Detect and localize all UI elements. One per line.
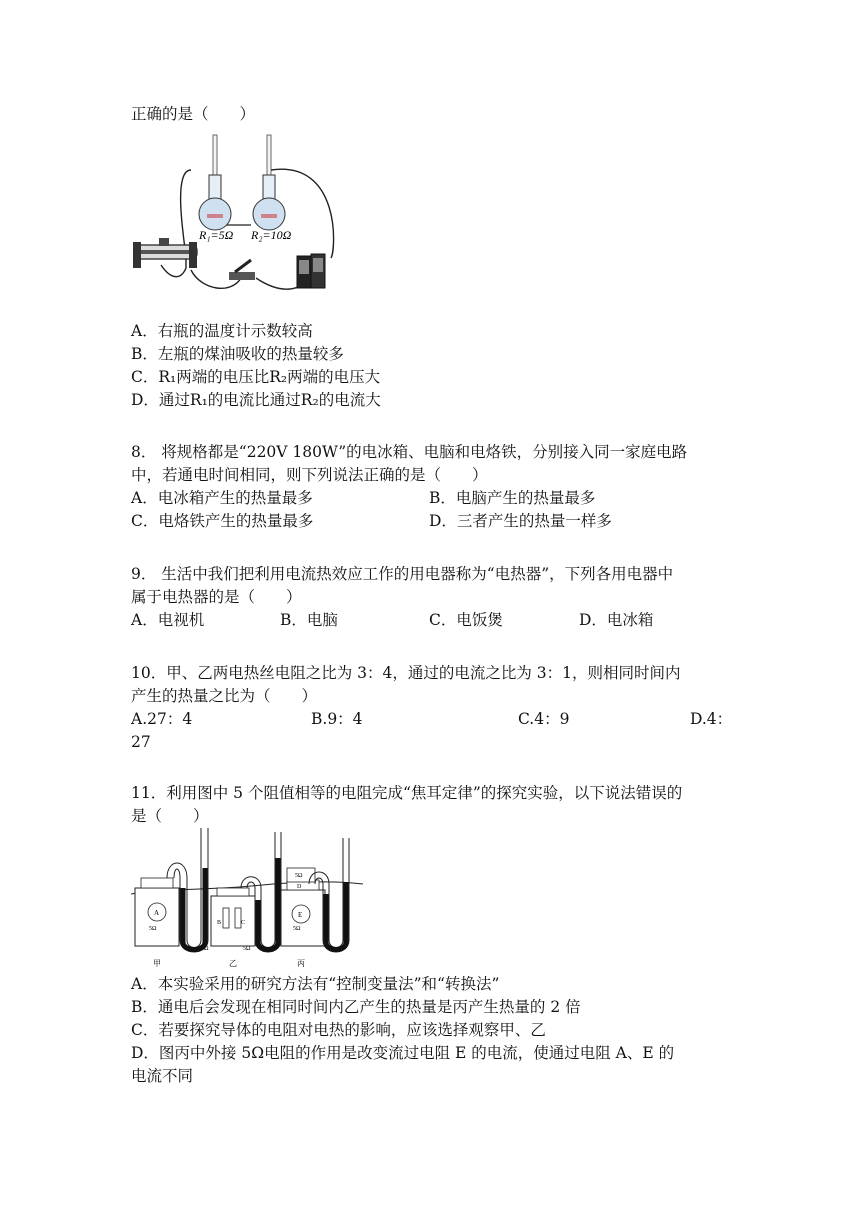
label-yi: 乙 [229,959,237,968]
res-d-label: D [297,884,302,890]
q7-option-c: C．R₁两端的电压比R₂两端的电压大 [131,368,381,386]
q9-stem-line1: 9． 生活中我们把利用电流热效应工作的用电器称为“电热器”，下列各用电器中 [131,565,674,583]
q7-stem-tail: 正确的是（ ） [131,105,256,123]
label-jia: 甲 [153,959,161,968]
q10-stem-line1: 10．甲、乙两电热丝电阻之比为 3：4，通过的电流之比为 3：1，则相同时间内 [131,664,681,682]
res-b-ohm: 5Ω [201,946,209,952]
res-e-label: E [298,911,303,919]
q8-stem-line2: 中，若通电时间相同，则下列说法正确的是（ ） [131,466,488,484]
q8-stem-line1: 8． 将规格都是“220V 180W”的电冰箱、电脑和电烙铁，分别接入同一家庭电路 [131,443,688,461]
q11-stem-line2: 是（ ） [131,807,209,825]
res-a-ohm: 5Ω [149,926,157,932]
q11-option-d-line2: 电流不同 [131,1067,194,1085]
q10-option-a: A.27：4 [131,710,193,728]
q7-option-b: B．左瓶的煤油吸收的热量较多 [131,345,344,363]
res-e-ohm: 5Ω [293,926,301,932]
q9-option-a: A．电视机 [131,611,205,629]
q10-stem-line2: 产生的热量之比为（ ） [131,687,318,705]
res-b-label: B [217,920,222,926]
battery-icon [297,254,325,288]
res-c-label: C [241,920,246,926]
q7-option-a: A．右瓶的温度计示数较高 [131,322,313,340]
q11-option-c: C．若要探究导体的电阻对电热的影响，应该选择观察甲、乙 [131,1021,546,1039]
q11-stem-line1: 11．利用图中 5 个阻值相等的电阻完成“焦耳定律”的探究实验，以下说法错误的 [131,784,683,802]
q9-option-c: C．电饭煲 [429,611,503,629]
rheostat-icon [133,238,197,268]
q7-circuit-figure [131,130,341,300]
r1-label: R₁=5Ω [199,228,234,242]
q10-option-d-continuation: 27 [131,733,151,751]
q8-option-c: C．电烙铁产生的热量最多 [131,512,314,530]
q8-option-b: B．电脑产生的热量最多 [429,489,596,507]
q8-option-d: D．三者产生的热量一样多 [429,512,612,530]
left-flask-icon [199,175,231,230]
q10-option-b: B.9：4 [311,710,363,728]
container-yi [201,888,255,952]
q7-option-d: D．通过R₁的电流比通过R₂的电流大 [131,391,381,409]
q10-option-d: D.4： [690,710,733,728]
container-bing [281,868,325,946]
q11-option-d-line1: D．图丙中外接 5Ω电阻的作用是改变流过电阻 E 的电流，使通过电阻 A、E 的 [131,1044,675,1062]
r2-label: R₂=10Ω [251,228,292,242]
res-d-ohm: 5Ω [295,873,303,879]
right-flask-icon [253,175,285,230]
q11-option-b: B．通电后会发现在相同时间内乙产生的热量是丙产生热量的 2 倍 [131,998,581,1016]
q8-option-a: A．电冰箱产生的热量最多 [131,489,313,507]
res-a-label: A [154,909,160,917]
res-c-ohm: 5Ω [243,946,251,952]
q11-option-a: A．本实验采用的研究方法有“控制变量法”和“转换法” [131,975,500,993]
container-jia [135,878,179,946]
switch-icon [229,260,255,280]
q10-option-c: C.4：9 [518,710,570,728]
q9-option-b: B．电脑 [280,611,338,629]
q9-option-d: D．电冰箱 [579,611,654,629]
q9-stem-line2: 属于电热器的是（ ） [131,588,302,606]
q11-joule-law-figure [131,828,363,970]
label-bing: 丙 [297,959,305,968]
